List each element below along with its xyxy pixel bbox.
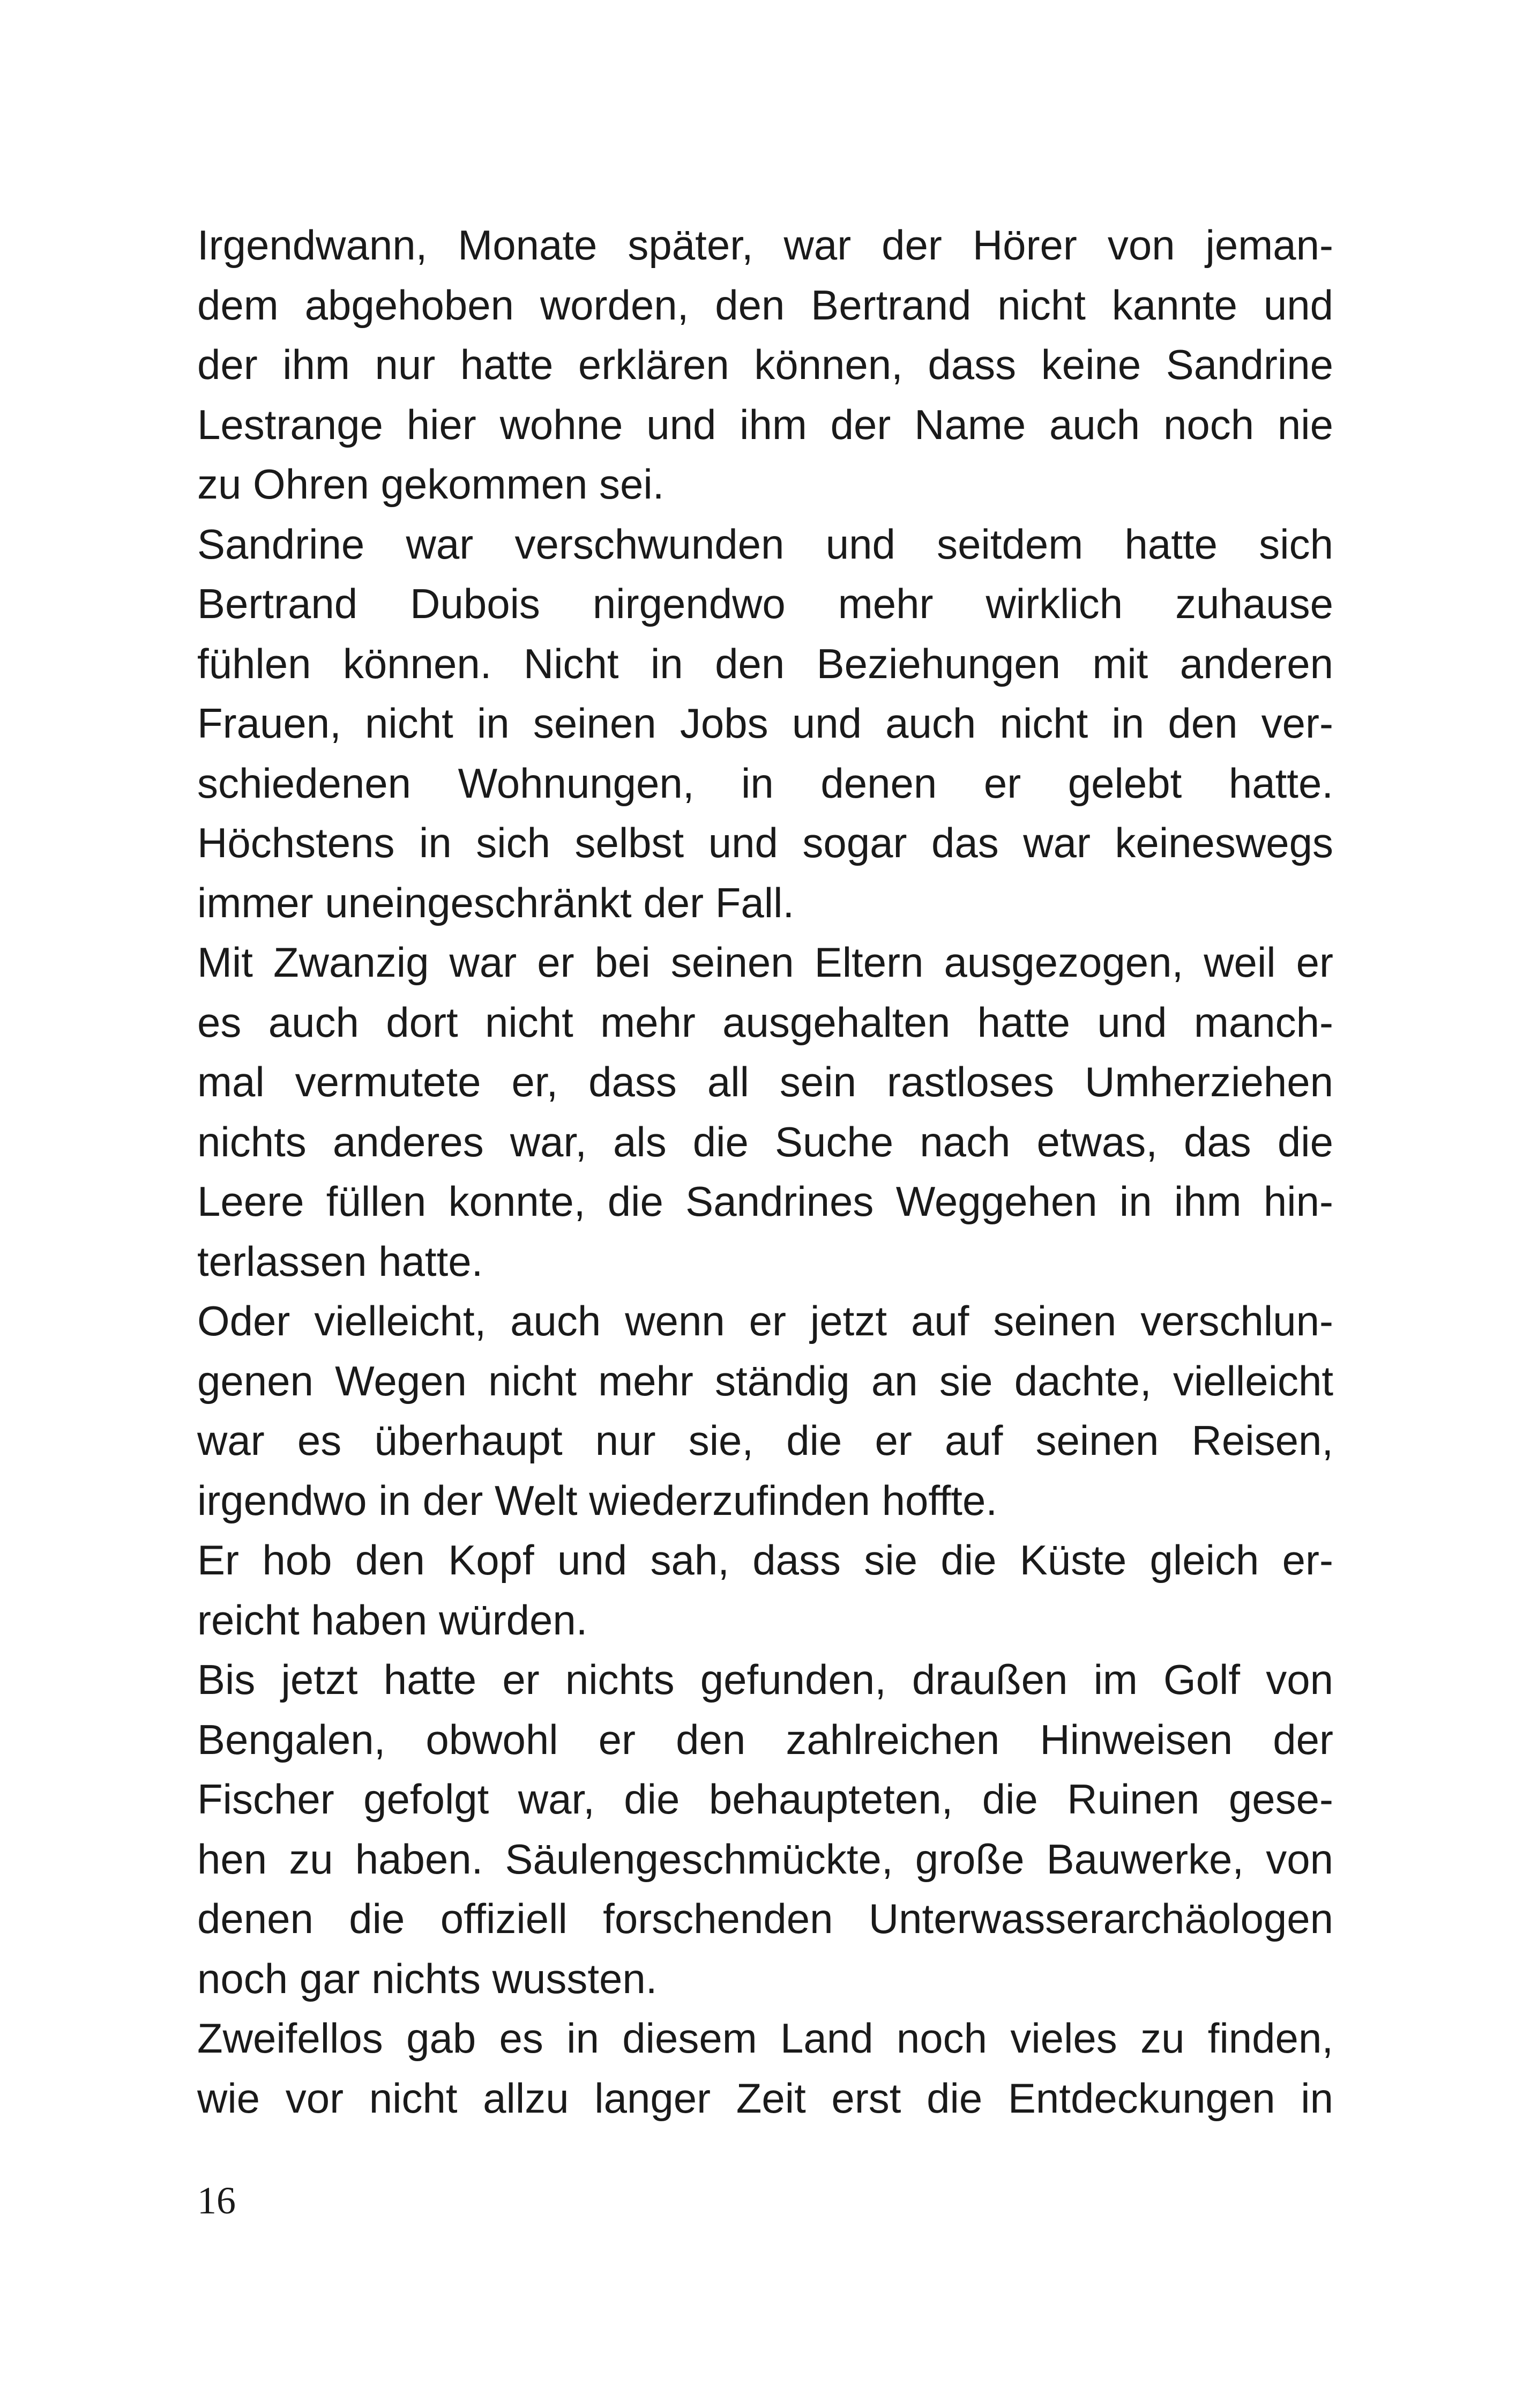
text-line: schiedenen Wohnungen, in denen er gelebt hatte. [197, 759, 1333, 807]
text-line: es auch dort nicht mehr ausgehalten hatte und manch- [197, 998, 1333, 1046]
text-line: Bengalen, obwohl er den zahlreichen Hinweisen der [197, 1715, 1333, 1763]
text-line: genen Wegen nicht mehr ständig an sie dachte, vielleicht [197, 1357, 1333, 1404]
text-line: Höchstens in sich selbst und sogar das war keineswegs [197, 819, 1333, 866]
text-line: zu Ohren gekommen sei. [197, 460, 665, 508]
text-line: Mit Zwanzig war er bei seinen Eltern ausgezogen, weil er [197, 939, 1333, 986]
text-line: mal vermutete er, dass all sein rastloses Umherziehen [197, 1058, 1333, 1105]
paragraph [197, 2009, 1333, 2128]
text-line: reicht haben würden. [197, 1596, 588, 1644]
page-number: 16 [197, 2179, 236, 2222]
text-line: dem abgehoben worden, den Bertrand nicht kannte und [197, 281, 1333, 329]
text-line: Frauen, nicht in seinen Jobs und auch nicht in den ver- [197, 700, 1333, 747]
text-line: denen die offiziell forschenden Unterwasserarchäologen [197, 1895, 1333, 1942]
paragraph [197, 1291, 1333, 1530]
text-line: Er hob den Kopf und sah, dass sie die Küste gleich er- [197, 1536, 1333, 1584]
paragraph [197, 515, 1333, 933]
text-line: wie vor nicht allzu langer Zeit erst die Entdeckungen in [197, 2074, 1333, 2122]
text-line: Oder vielleicht, auch wenn er jetzt auf seinen verschlun- [197, 1297, 1333, 1344]
text-line: fühlen können. Nicht in den Beziehungen mit anderen [197, 640, 1333, 687]
paragraph [197, 1650, 1333, 2009]
text-line: Zweifellos gab es in diesem Land noch vieles zu finden, [197, 2015, 1333, 2062]
text-line: Bertrand Dubois nirgendwo mehr wirklich zuhause [197, 580, 1333, 627]
text-line: Lestrange hier wohne und ihm der Name auch noch nie [197, 400, 1333, 448]
paragraph [197, 215, 1333, 515]
paragraph [197, 933, 1333, 1291]
text-line: hen zu haben. Säulengeschmückte, große Bauwerke, von [197, 1835, 1333, 1883]
text-line: Fischer gefolgt war, die behaupteten, die Ruinen gese- [197, 1775, 1333, 1823]
text-line: noch gar nichts wussten. [197, 1954, 658, 2002]
body-text [197, 215, 1333, 2128]
text-line: der ihm nur hatte erklären können, dass keine Sandrine [197, 341, 1333, 388]
text-line: immer uneingeschränkt der Fall. [197, 879, 795, 926]
text-line: nichts anderes war, als die Suche nach etwas, das die [197, 1118, 1333, 1165]
text-line: Bis jetzt hatte er nichts gefunden, draußen im Golf von [197, 1656, 1333, 1703]
text-line: war es überhaupt nur sie, die er auf seinen Reisen, [197, 1417, 1333, 1464]
text-line: Sandrine war verschwunden und seitdem hatte sich [197, 520, 1333, 568]
text-line: Irgendwann, Monate später, war der Hörer von jeman- [197, 221, 1333, 269]
text-line: Leere füllen konnte, die Sandrines Weggehen in ihm hin- [197, 1178, 1333, 1225]
text-line: terlassen hatte. [197, 1237, 483, 1285]
paragraph [197, 1530, 1333, 1650]
text-line: irgendwo in der Welt wiederzufinden hoffte. [197, 1476, 998, 1524]
